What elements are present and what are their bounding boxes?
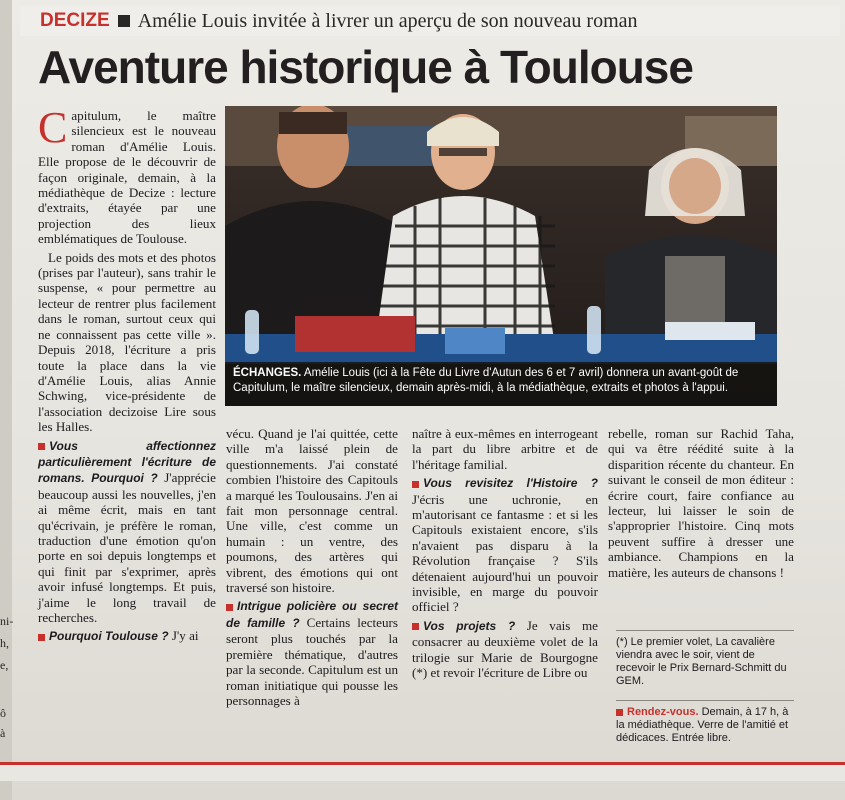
margin-note: ô <box>0 706 6 720</box>
paragraph: rebelle, roman sur Rachid Taha, qui va être réédité suite à la disparition récente du chanteur. En suivant le conseil de mon éditeur : écrire court, faire confiance au lecteur, lui laisser le soin de s'approprier l'histoire. Cinq mots peuvent suffire à dresser une ambiance. Champions en la matière, les auteurs de chansons ! <box>608 426 794 580</box>
article-column-2 <box>226 426 398 711</box>
left-page-edge <box>0 0 12 800</box>
rendez-vous-box <box>616 706 794 745</box>
caption-label: ÉCHANGES. <box>233 367 302 379</box>
margin-note: e, <box>0 658 9 672</box>
headline: Aventure historique à Toulouse <box>38 41 693 93</box>
paragraph: naître à eux-mêmes en interrogeant la part du libre arbitre et de l'héritage familial. <box>412 426 598 472</box>
dropcap: C <box>38 103 68 152</box>
answer: J'y ai <box>168 628 199 644</box>
paragraph-intro: apitulum, le maître silencieux est le nouveau roman d'Amélie Louis. Elle propose de le découvrir de façon originale, demain, à la médiathèque de Decize : lecture d'extraits, étayée par une projection des lieux emblématiques de Toulouse. <box>38 108 216 247</box>
caption-text: Amélie Louis (ici à la Fête du Livre d'Autun des 6 et 7 avril) donnera un avant-goût de Capitulum, le maître silencieux, demain après-midi, à la médiathèque, extraits et photos à l'appui. <box>233 367 739 394</box>
article-column-1 <box>38 103 216 648</box>
photo-illustration <box>225 106 777 406</box>
footnote: (*) Le premier volet, La cavalière viendra avec le soir, vient de recevoir le Prix Bernard-Schmitt du GEM. <box>616 636 787 687</box>
question: Intrigue policière ou secret de famille ? <box>226 599 398 630</box>
divider <box>616 700 794 701</box>
question: Vos projets ? <box>423 618 516 633</box>
rdv-text: Demain, à 17 h, à la médiathèque. Verre de l'amitié et dédicaces. Entrée libre. <box>616 706 789 744</box>
square-bullet-icon <box>118 15 130 27</box>
kicker-bar <box>20 6 840 36</box>
qa-block <box>412 475 598 615</box>
rdv-title: Rendez-vous. <box>627 706 699 718</box>
qa-block <box>226 598 398 708</box>
qa-block <box>412 618 598 681</box>
answer: J'écris une uchronie, en m'autorisant ce fantasme : et si les Capitouls existaient encore, s'ils n'avaient pas disparu à la Révolution française ? S'ils détenaient aujourd'hui un pouvoir invisible, en marge du pouvoir officiel ? <box>412 491 598 615</box>
question: Pourquoi Toulouse ? <box>49 629 169 644</box>
answer: Certains lecteurs seront plus touchés par la première thématique, d'autres par la seconde. Capitulum est un roman initiatique qui pousse les personnages à <box>226 614 398 708</box>
red-square-icon <box>412 623 419 630</box>
answer: J'apprécie beaucoup aussi les nouvelles, j'en ai même écrit, mais en tant qu'écrivain, je préfère le roman, traduction d'une émotion qu'on porte en soi depuis longtemps et qui finit par s'exprimer, après avoir infusé longtemps. Et puis, j'aime le long travail de recherches. <box>38 470 216 625</box>
article-photo <box>225 106 777 406</box>
red-square-icon <box>38 634 45 641</box>
red-square-icon <box>616 709 623 716</box>
question: Vous affectionnez particulièrement l'écriture de romans. Pourquoi ? <box>38 438 216 486</box>
qa-block <box>38 438 216 626</box>
margin-note: à <box>0 726 6 740</box>
qa-block <box>38 628 216 644</box>
question: Vous revisitez l'Histoire ? <box>423 476 598 491</box>
red-square-icon <box>412 481 419 488</box>
answer: Je vais me consacrer au deuxième volet de la trilogie sur Marie de Bourgogne (*) et revoir l'écriture de Libre ou <box>412 617 598 681</box>
paragraph: vécu. Quand je l'ai quittée, cette ville m'a laissé plein de questionnements. J'ai constaté combien l'histoire des Capitouls a marqué les Toulousains. J'en ai fait mon personnage central. Une ville, c'est comme un humain : un ventre, des poumons, des artères qui vibrent, des émotions qui ont traversé son histoire. <box>226 426 398 596</box>
margin-note: ni- <box>0 614 14 628</box>
kicker-subtitle: Amélie Louis invitée à livrer un aperçu de son nouveau roman <box>137 9 638 32</box>
photo-caption <box>225 362 777 406</box>
red-square-icon <box>38 443 45 450</box>
section-tag: DECIZE <box>40 10 110 31</box>
article-column-3 <box>412 426 598 684</box>
divider <box>616 630 794 631</box>
margin-note: h, <box>0 636 9 650</box>
paragraph: Le poids des mots et des photos (prises par l'auteur), sans trahir le suspense, « pour permettre au lecteur de rentrer plus facilement dans le roman, surtout ceux qui ne connaissent pas cette ville ». Depuis 2018, l'écriture a pris toute la place dans la vie d'Amélie Louis, alias Annie Schwing, vice-présidente de l'association decizoise Lire sous les Halles. <box>38 249 216 435</box>
red-square-icon <box>226 604 233 611</box>
article-column-4 <box>608 426 794 583</box>
bottom-red-rule <box>0 762 845 781</box>
